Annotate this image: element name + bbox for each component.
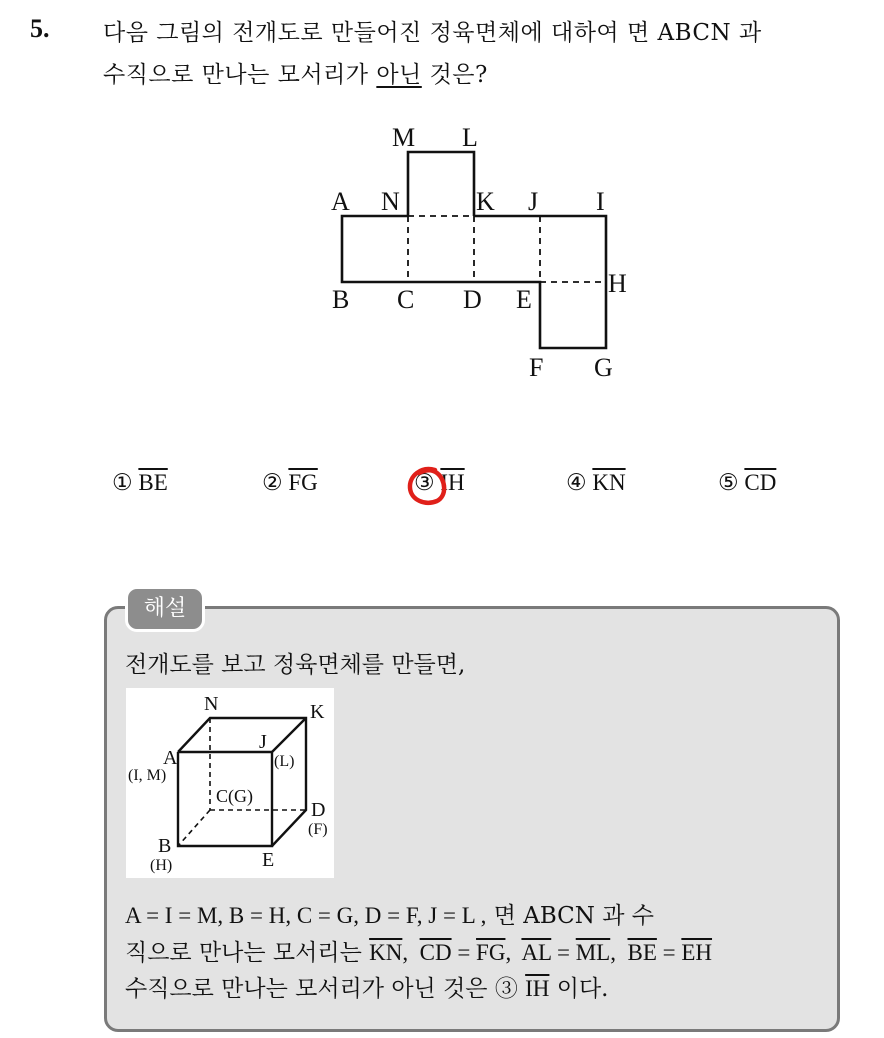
- choice-5[interactable]: [718, 470, 776, 496]
- cube-figure: [126, 688, 334, 878]
- question-text-part: 것은?: [421, 62, 488, 88]
- net-label: I: [596, 187, 605, 216]
- solution-tag: 해설: [125, 586, 205, 632]
- segment: $\overline{BE}$: [627, 940, 657, 965]
- choice-2[interactable]: [262, 470, 318, 496]
- net-label: G: [594, 353, 613, 382]
- net-label: B: [332, 285, 350, 314]
- net-label: C: [397, 285, 415, 314]
- underlined-word: 아닌: [376, 62, 422, 88]
- cube-label: A: [163, 747, 178, 769]
- question-number: 5.: [30, 14, 50, 43]
- choice-1[interactable]: [112, 470, 168, 496]
- cube-label: D: [311, 799, 326, 821]
- net-label: A: [331, 187, 350, 216]
- solution-equation-line3: [125, 970, 608, 1003]
- segment: $\overline{ML}$: [575, 940, 611, 965]
- solution-text: 이다.: [549, 976, 609, 1002]
- choice-segment: $\overline{FG}$: [288, 470, 318, 495]
- cube-label: B: [158, 835, 172, 857]
- segment: $\overline{FG}$: [476, 940, 506, 965]
- choice-number: ③: [414, 470, 435, 495]
- solution-equation-line1: [125, 897, 654, 930]
- cube-label: N: [204, 693, 219, 715]
- segment: $\overline{AL}$: [521, 940, 552, 965]
- question-text-part: 수직으로 만나는 모서리가: [103, 62, 377, 88]
- net-label: N: [381, 187, 400, 216]
- choice-number: ④: [566, 470, 587, 495]
- net-label: F: [529, 353, 544, 382]
- cube-label: E: [262, 849, 275, 871]
- cube-label: C(G): [216, 786, 253, 806]
- cube-label: J: [259, 731, 267, 753]
- cube-edge: [272, 718, 306, 752]
- cube-hidden-edge: [178, 810, 210, 846]
- net-label: D: [463, 285, 482, 314]
- solution-text: 수직으로 만나는 모서리가 아닌 것은 ③: [125, 976, 526, 1002]
- segment: $\overline{CD}$: [419, 940, 452, 965]
- solution-text: 면 ABCN 과 수: [486, 903, 654, 929]
- cube-label: (F): [308, 821, 328, 838]
- net-label: K: [476, 187, 495, 216]
- choice-segment: $\overline{CD}$: [744, 470, 777, 495]
- choice-segment: $\overline{IH}$: [440, 470, 465, 495]
- question-text-line2: [103, 56, 488, 89]
- cube-label: (I, M): [128, 767, 167, 784]
- choice-segment: $\overline{BE}$: [138, 470, 168, 495]
- choice-segment: $\overline{KN}$: [592, 470, 626, 495]
- segment: $\overline{IH}$: [525, 976, 550, 1001]
- cube-label: (H): [150, 857, 173, 874]
- net-label: H: [608, 269, 627, 298]
- choice-4[interactable]: [566, 470, 626, 496]
- net-label: L: [462, 123, 478, 152]
- segment: $\overline{KN}$: [369, 940, 403, 965]
- choice-number: ⑤: [718, 470, 739, 495]
- cube-label: K: [310, 701, 325, 723]
- net-label: M: [392, 123, 416, 152]
- segment: $\overline{EH}$: [681, 940, 713, 965]
- question-text-line1: 다음 그림의 전개도로 만들어진 정육면체에 대하여 면 ABCN 과: [103, 20, 762, 46]
- cube-net-figure: [320, 118, 640, 388]
- net-label: J: [528, 187, 539, 216]
- solution-line1: 전개도를 보고 정육면체를 만들면,: [125, 652, 466, 678]
- net-outline-top: [408, 152, 474, 216]
- solution-text: 직으로 만나는 모서리는: [125, 940, 370, 966]
- solution-equation-line2: 직으로 만나는 모서리는 $\overline{KN}$, $\overline{CD} = \overline{FG}$, $\overline{AL} = \overline{ML}$, $\overline{BE} = \overline{EH}$: [125, 940, 713, 966]
- choice-number: ②: [262, 470, 283, 495]
- net-label: E: [516, 285, 532, 314]
- choice-number: ①: [112, 470, 133, 495]
- answer-mark-circle-icon: [405, 464, 449, 508]
- cube-label: (L): [274, 753, 295, 770]
- equation-text: A = I = M, B = H, C = G, D = F, J = L ,: [125, 903, 487, 928]
